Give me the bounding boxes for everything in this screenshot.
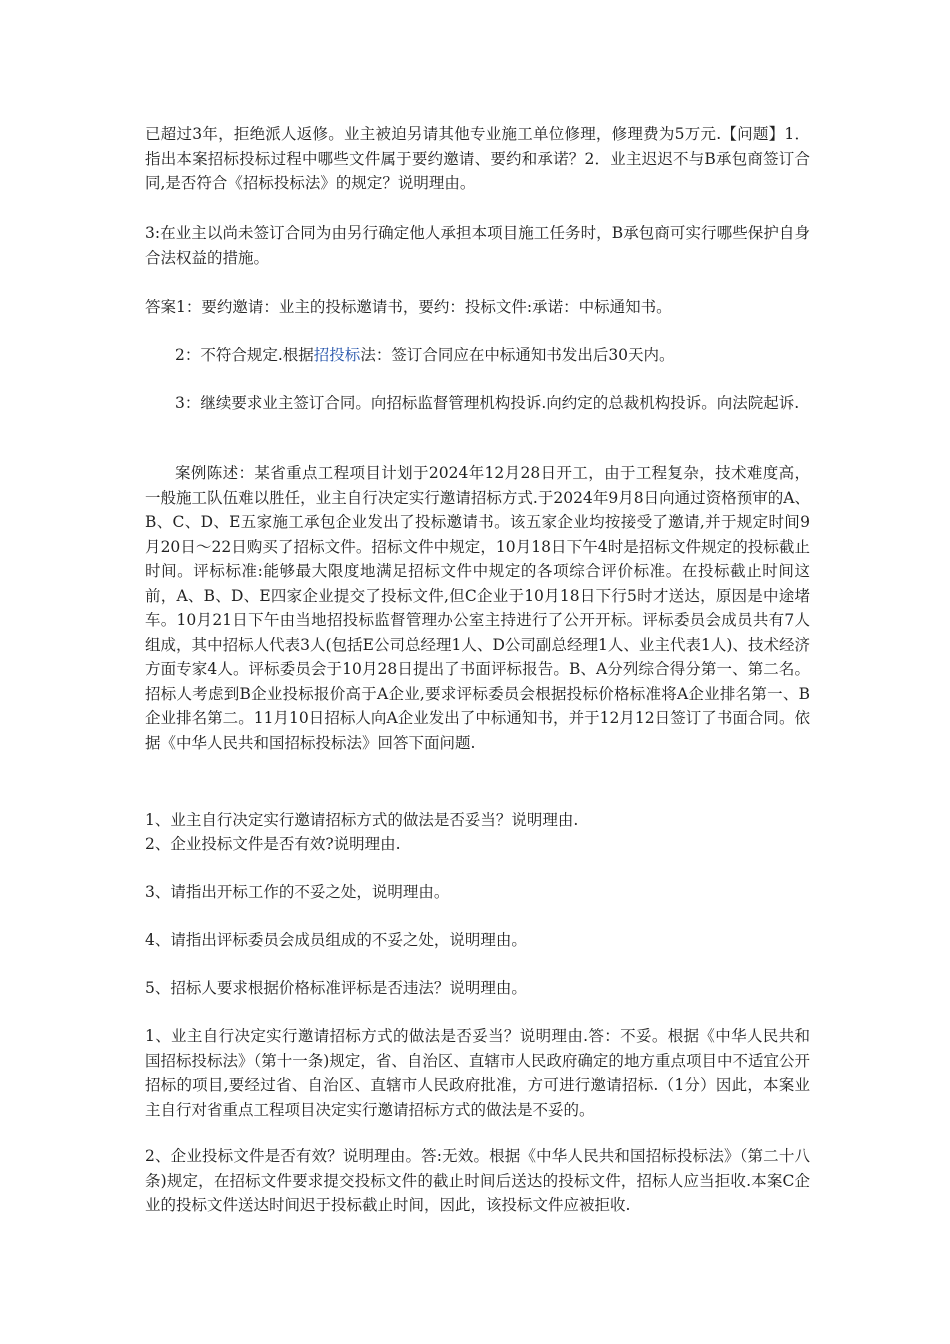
question-1: 1、业主自行决定实行邀请招标方式的做法是否妥当？说明理由. bbox=[145, 811, 579, 829]
question-4: 4、请指出评标委员会成员组成的不妥之处，说明理由。 bbox=[145, 931, 527, 949]
answer-2-text-before: 2：不符合规定.根据 bbox=[175, 346, 314, 364]
paragraph-question-3: 3:在业主以尚未签订合同为由另行确定他人承担本项目施工任务时，B承包商可实行哪些保护自身合法权益的措施。 bbox=[145, 224, 810, 267]
answer-question-1: 1、业主自行决定实行邀请招标方式的做法是否妥当？说明理由.答：不妥。根据《中华人民共和国招标投标法》（第十一条)规定，省、自治区、直辖市人民政府确定的地方重点项目中不适宜公开招标的项目,要经过省、自治区、直辖市人民政府批准，方可进行邀请招标.（1分）因此，本案业主自行对省重点工程项目决定实行邀请招标方式的做法是不妥的。 bbox=[145, 1027, 810, 1119]
question-3: 3、请指出开标工作的不妥之处，说明理由。 bbox=[145, 883, 450, 901]
question-5: 5、招标人要求根据价格标准评标是否违法？说明理由。 bbox=[145, 979, 527, 997]
zhaotoubiao-link[interactable]: 招投标 bbox=[313, 346, 361, 364]
answer-2-text-after: 法：签订合同应在中标通知书发出后30天内。 bbox=[360, 346, 675, 364]
paragraph-answer-2 bbox=[145, 343, 810, 368]
paragraph-case-continuation: 已超过3年，拒绝派人返修。业主被迫另请其他专业施工单位修理，修理费为5万元.【问题】1．指出本案招标投标过程中哪些文件属于要约邀请、要约和承诺？2．业主迟迟不与B承包商签订合同,是否符合《招标投标法》的规定？说明理由。 bbox=[145, 125, 810, 192]
answer-question-2: 2、企业投标文件是否有效？说明理由。答:无效。根据《中华人民共和国招标投标法》（第二十八条)规定，在招标文件要求提交投标文件的截止时间后送达的投标文件，招标人应当拒收.本案C企业的投标文件送达时间迟于投标截止时间，因此，该投标文件应被拒收. bbox=[145, 1147, 810, 1214]
question-2: 2、企业投标文件是否有效?说明理由. bbox=[145, 835, 401, 853]
paragraph-answer-3: 3：继续要求业主签订合同。向招标监督管理机构投诉.向约定的总裁机构投诉。向法院起诉. bbox=[175, 394, 800, 412]
paragraph-answer-1: 答案1：要约邀请：业主的投标邀请书，要约：投标文件:承诺：中标通知书。 bbox=[145, 298, 672, 316]
paragraph-case-statement: 案例陈述：某省重点工程项目计划于2024年12月28日开工，由于工程复杂，技术难度高，一般施工队伍难以胜任，业主自行决定实行邀请招标方式.于2024年9月8日向通过资格预审的A、B、C、D、E五家施工承包企业发出了投标邀请书。该五家企业均按接受了邀请,并于规定时间9月20日～22日购买了招标文件。招标文件中规定，10月18日下午4时是招标文件规定的投标截止时间。评标标准:能够最大限度地满足招标文件中规定的各项综合评价标准。在投标截止时间这前，A、B、D、E四家企业提交了投标文件,但C企业于10月18日下行5时才送达，原因是中途堵车。10月21日下午由当地招投标监督管理办公室主持进行了公开开标。评标委员会成员共有7人组成，其中招标人代表3人(包括E公司总经理1人、D公司副总经理1人、业主代表1人)、技术经济方面专家4人。评标委员会于10月28日提出了书面评标报告。B、A分列综合得分第一、第二名。招标人考虑到B企业投标报价高于A企业,要求评标委员会根据投标价格标准将A企业排名第一、B企业排名第二。11月10日招标人向A企业发出了中标通知书，并于12月12日签订了书面合同。依据《中华人民共和国招标投标法》回答下面问题. bbox=[145, 464, 810, 752]
